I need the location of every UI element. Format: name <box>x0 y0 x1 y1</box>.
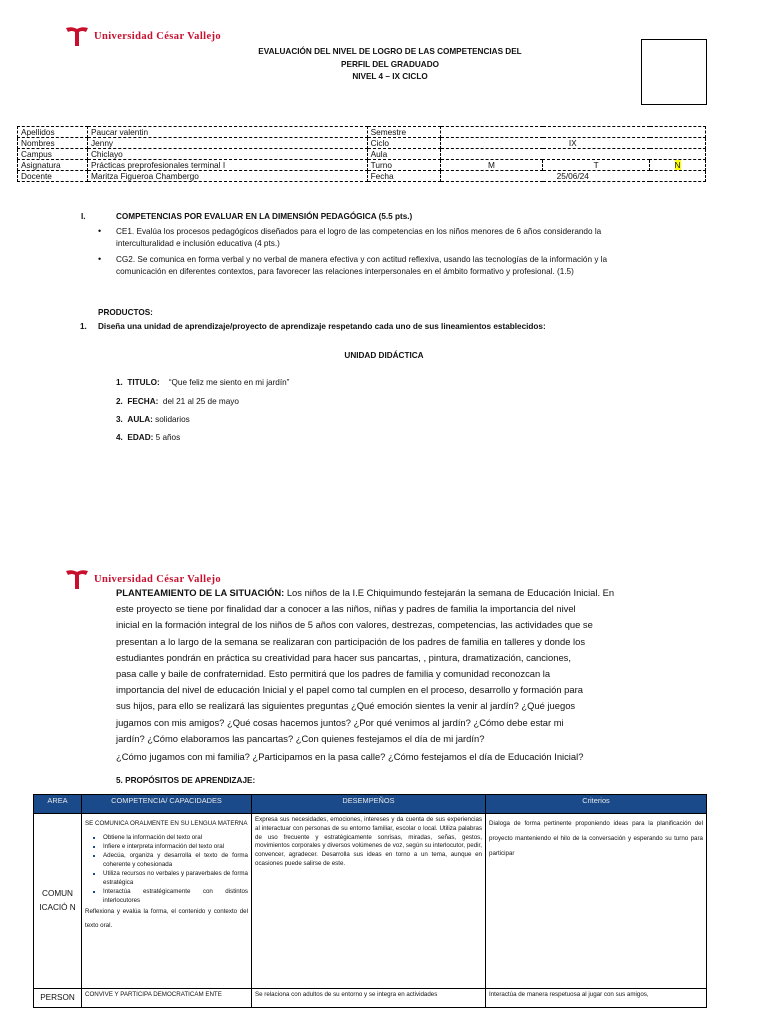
campus-value: Chiclayo <box>87 149 367 160</box>
section-1-heading: COMPETENCIAS POR EVALUAR EN LA DIMENSIÓN PEDAGÓGICA (5.5 pts.) <box>116 212 413 221</box>
capacidad-text: Adecúa, organiza y desarrolla el texto de forma coherente y cohesionada <box>103 852 248 868</box>
productos-item-number: 1. <box>80 322 87 331</box>
info-row-campus <box>18 149 706 160</box>
apellidos-label: Apellidos <box>18 127 88 138</box>
header-competencia: COMPETENCIA/ CAPACIDADES <box>82 795 252 814</box>
info-row-apellidos <box>18 127 706 138</box>
planteamiento-paragraph <box>116 585 706 747</box>
competency-cg2 <box>116 254 706 277</box>
competencia-title: SE COMUNICA ORALMENTE EN SU LENGUA MATERNA <box>85 820 248 827</box>
asignatura-value: Prácticas preprofesionales terminal I <box>87 160 367 171</box>
aula-value <box>440 149 705 160</box>
planteamiento-text-3: presentan a lo largo de la semana se realizaran con participación de los padres de familia en talleres y donde los <box>116 635 586 647</box>
bullet-icon: • <box>98 254 102 264</box>
capacidad-item <box>103 869 248 887</box>
capacidad-item <box>103 842 248 851</box>
unidad-item-aula <box>116 414 190 426</box>
propositos-header-row <box>34 795 707 814</box>
criterio-comunicacion: Dialoga de forma pertinente proponiendo ideas para la planificación del proyecto manteniendo el hilo de la conversación y esperando su turno para participar <box>486 814 707 989</box>
ciclo-value: IX <box>440 138 705 149</box>
propositos-row-comunicacion <box>34 814 707 989</box>
capacidad-text: Interactúa estratégicamente con distintos interlocutores <box>103 888 248 904</box>
titulo-value: “Que feliz me siento en mi jardín” <box>168 378 290 387</box>
fecha-label: FECHA: <box>127 397 159 406</box>
bullet-icon: • <box>98 226 102 236</box>
unidad-item-titulo <box>116 377 289 389</box>
criterio-personal: Interactúa de manera respetuosa al jugar con sus amigos, <box>486 989 707 1008</box>
capacidad-item <box>103 887 248 905</box>
info-row-docente <box>18 171 706 182</box>
desempeno-comunicacion: Expresa sus necesidades, emociones, intereses y da cuenta de sus experiencias al interactuar con personas de su entorno familiar, escolar o local. Utiliza palabras de uso frecuente y estratégicamente sonrisas, miradas, señas, gestos, movimientos corporales y diversos volúmenes de voz, según su interlocutor, pedir, convencer, agradecer. Desarrolla sus ideas en torno a un tema, aunque en ocasiones puede salirse de este. <box>252 814 486 989</box>
info-row-asignatura <box>18 160 706 171</box>
titulo-number: 1. <box>116 378 123 387</box>
desempeno-personal: Se relaciona con adultos de su entorno y se integra en actividades <box>252 989 486 1008</box>
turno-label: Turno <box>367 160 440 171</box>
propositos-heading: 5. PROPÓSITOS DE APRENDIZAJE: <box>116 776 256 785</box>
turno-n-cell <box>650 160 706 171</box>
planteamiento-text-6: importancia del nivel de educación Inicial y el papel como tal cumplen en el proceso, desarrollo y formación para <box>116 684 583 696</box>
planteamiento-text-2: inicial en la formación integral de los niños de 5 años con valores, destrezas, competencias, las actividades que se <box>116 619 593 631</box>
turno-m: M <box>440 160 543 171</box>
student-info-table <box>17 126 706 182</box>
aula-text: solidarios <box>155 415 190 424</box>
edad-number: 4. <box>116 433 123 442</box>
university-name: Universidad César Vallejo <box>94 30 222 42</box>
title-line-3: NIVEL 4 – IX CICLO <box>352 72 428 81</box>
unidad-item-edad <box>116 432 180 444</box>
semestre-value <box>440 127 705 138</box>
header-criterios: Criterios <box>486 795 707 814</box>
unidad-heading: UNIDAD DIDÁCTICA <box>344 351 424 360</box>
titulo-label: TITULO: <box>127 378 160 387</box>
planteamiento-text-1: este proyecto se tiene por finalidad dar a conocer a las niños, niñas y padres de familia la importancia del nivel <box>116 603 576 615</box>
planteamiento-text-5: pasa calle y baile de confraternidad. Esto permitirá que los padres de familia y comunidad reconozcan la <box>116 668 551 680</box>
section-1-number: I. <box>81 212 86 221</box>
nombres-value: Jenny <box>87 138 367 149</box>
planteamiento-line-1 <box>116 585 706 601</box>
planteamiento-text-4: estudiantes pondrán en práctica su creatividad para hacer sus pancartas, , pintura, dramatización, canciones, <box>116 651 571 663</box>
edad-text: 5 años <box>155 433 181 442</box>
area-personal: PERSON <box>34 989 82 1008</box>
ucv-shield-icon <box>66 26 88 46</box>
apellidos-value: Paucar valentin <box>87 127 367 138</box>
nombres-label: Nombres <box>18 138 88 149</box>
ucv-shield-icon <box>66 569 88 589</box>
asignatura-label: Asignatura <box>18 160 88 171</box>
planteamiento-questions: ¿Cómo jugamos con mi familia? ¿Participamos en la pasa calle? ¿Cómo festejamos el día de Educación Inicial? <box>116 751 584 762</box>
productos-heading: PRODUCTOS: <box>98 308 153 317</box>
university-name-2: Universidad César Vallejo <box>94 573 222 585</box>
aula-number: 3. <box>116 415 123 424</box>
fecha-number: 2. <box>116 397 123 406</box>
ciclo-label: Ciclo <box>367 138 440 149</box>
header-desempenos: DESEMPEÑOS <box>252 795 486 814</box>
edad-label: EDAD: <box>127 433 154 442</box>
campus-label: Campus <box>18 149 88 160</box>
area-comunicacion: COMUN ICACIÓ N <box>34 814 82 989</box>
capacidades-list <box>85 833 248 905</box>
propositos-row-personal <box>34 989 707 1008</box>
university-logo <box>66 26 221 46</box>
fecha-label: Fecha <box>367 171 440 182</box>
competency-ce1 <box>116 226 706 249</box>
cg2-line-1: CG2. Se comunica en forma verbal y no verbal de manera efectiva y con actitud reflexiva, usando las tecnologías de la información y la <box>116 255 608 264</box>
turno-n: N <box>674 160 681 170</box>
competencia-comunicacion <box>82 814 252 989</box>
capacidad-text: Obtiene la información del texto oral <box>103 834 203 841</box>
planteamiento-text-8: jugamos con mis amigos? ¿Qué cosas hacemos juntos? ¿Por qué venimos al jardín? ¿Cómo debe estar mi <box>116 716 564 728</box>
propositos-table <box>33 794 707 1008</box>
semestre-label: Semestre <box>367 127 440 138</box>
photo-box <box>641 39 707 105</box>
header-area: AREA <box>34 795 82 814</box>
capacidad-item <box>103 833 248 842</box>
unidad-item-fecha <box>116 396 239 408</box>
aula-label-text: AULA: <box>127 415 153 424</box>
title-line-1: EVALUACIÓN DEL NIVEL DE LOGRO DE LAS COMPETENCIAS DEL <box>258 47 522 56</box>
docente-value: Maritza Figueroa Chambergo <box>87 171 367 182</box>
planteamiento-text-7: sus hijos, para ello se realizará las siguientes preguntas ¿Qué emoción sientes la venir al jardín? ¿Qué juegos <box>116 700 576 712</box>
capacidad-item <box>103 851 248 869</box>
fecha-value: 25/06/24 <box>440 171 705 182</box>
capacidad-text: Utiliza recursos no verbales y paraverbales de forma estratégica <box>103 870 248 886</box>
reflexiona-text: Reflexiona y evalúa la forma, el contenido y contexto del texto oral. <box>85 908 248 929</box>
turno-t: T <box>543 160 650 171</box>
cg2-line-2: comunicación en diferentes contextos, para favorecer las relaciones interpersonales en el ámbito formativo y profesional. (1.5) <box>116 266 574 276</box>
ce1-line-1: CE1. Evalúa los procesos pedagógicos diseñados para el logro de las competencias en los niños menores de 6 años considerando la <box>116 227 602 236</box>
competencia-personal: CONVIVE Y PARTICIPA DEMOCRATICAM ENTE <box>82 989 252 1008</box>
fecha-text: del 21 al 25 de mayo <box>162 397 239 406</box>
document-title <box>200 46 580 84</box>
aula-label: Aula <box>367 149 440 160</box>
title-line-2: PERFIL DEL GRADUADO <box>341 59 439 69</box>
capacidad-text: Infiere e interpreta información del texto oral <box>103 843 225 850</box>
planteamiento-text-9: jardín? ¿Cómo elaboramos las pancartas? ¿Con quienes festejamos el día de mi jardín? <box>116 732 485 744</box>
ce1-line-2: interculturalidad e inclusión educativa (4 pts.) <box>116 238 280 248</box>
info-row-nombres <box>18 138 706 149</box>
productos-item: Diseña una unidad de aprendizaje/proyecto de aprendizaje respetando cada uno de sus lineamientos establecidos: <box>98 322 546 331</box>
docente-label: Docente <box>18 171 88 182</box>
planteamiento-text-0: Los niños de la I.E Chiquimundo festejarán la semana de Educación Inicial. En <box>286 587 615 598</box>
planteamiento-label: PLANTEAMIENTO DE LA SITUACIÓN: <box>116 587 285 598</box>
